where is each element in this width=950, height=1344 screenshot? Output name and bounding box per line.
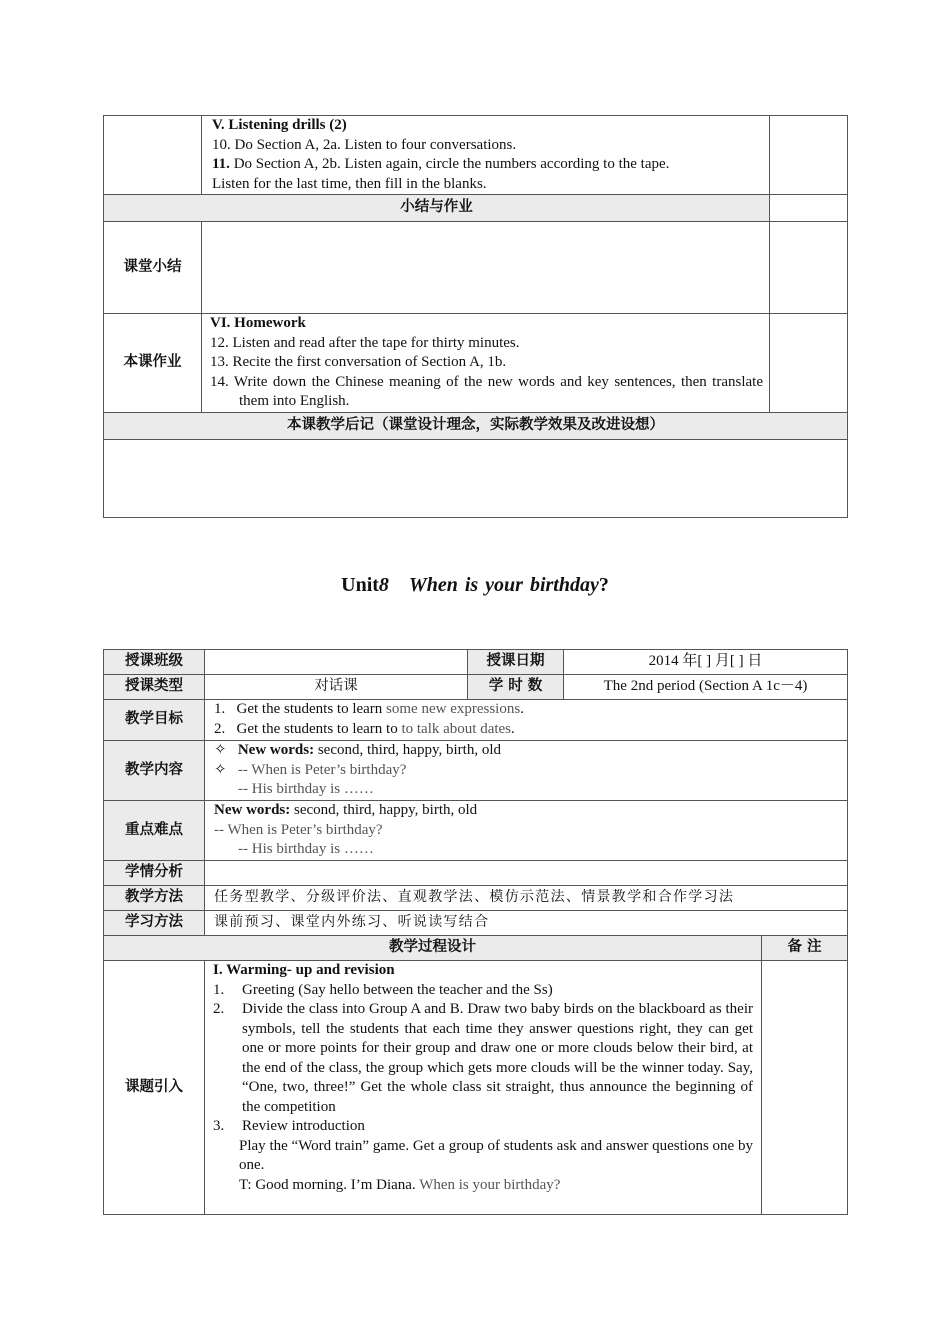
warmup-item-3 <box>213 1117 753 1137</box>
class-summary-label: 课堂小结 <box>104 222 202 314</box>
notes-cell <box>770 314 848 413</box>
warmup-dialog-main: T: Good morning. I’m Diana. <box>239 1176 420 1193</box>
goal-end: . <box>511 720 515 737</box>
goal-main: Get the students to learn to <box>236 720 402 737</box>
goal-item <box>214 700 841 720</box>
summary-homework-band: 小结与作业 <box>104 195 770 222</box>
homework-heading: VI. Homework <box>210 315 306 331</box>
homework-item-12: 12. Listen and read after the tape for thirty minutes. <box>210 334 520 351</box>
listening-heading: V. Listening drills (2) <box>212 117 347 133</box>
warmup-item-3-num: 3. <box>213 1118 225 1134</box>
diamond-bullet-icon: ✧ <box>214 742 227 758</box>
warmup-item-2-text: Divide the class into Group A and B. Draw two baby birds on the blackboard as their symbols, tell the students that each time they answer questions right, they can get one or more points for their group and draw one or more clouds below their bird, at the end of the class, the group which gets more clouds will be the winner today. Say, “One, two, three!” Get the whole class sit straight, thus announce the beginning of the competition <box>242 1001 753 1115</box>
key-question: -- When is Peter’s birthday? <box>214 821 383 838</box>
label-cell-empty <box>104 116 202 195</box>
goal-main: Get the students to learn <box>236 701 387 717</box>
study-method-label: 学习方法 <box>104 911 205 936</box>
date-value: 2014 年[ ] 月[ ] 日 <box>564 650 848 675</box>
notes-cell <box>770 222 848 314</box>
content-question-line <box>214 761 841 781</box>
goal-num: 2. <box>214 720 226 737</box>
lesson-plan-table <box>103 649 848 1215</box>
notes-cell <box>762 961 848 1215</box>
warmup-item-3-text: Review introduction <box>242 1118 365 1134</box>
diamond-bullet-icon: ✧ <box>214 761 227 778</box>
class-summary-cell <box>202 222 770 314</box>
class-hours-value: The 2nd period (Section A 1c－4) <box>564 675 848 700</box>
warmup-dialog <box>213 1176 753 1196</box>
unit-number: 8 <box>378 574 389 596</box>
key-words-line <box>214 801 841 821</box>
unit-question-mark: ? <box>598 574 609 596</box>
listening-item-10: 10. Do Section A, 2a. Listen to four conversations. <box>212 136 517 153</box>
notes-cell <box>770 116 848 195</box>
goal-highlight: to talk about dates <box>401 720 512 737</box>
learning-analysis-label: 学情分析 <box>104 861 205 886</box>
listening-item-11-text: Do Section A, 2b. Listen again, circle the numbers according to the tape. <box>229 156 670 172</box>
key-points-cell <box>205 801 848 861</box>
content-answer: -- His birthday is …… <box>238 781 374 797</box>
content-words-line <box>214 741 841 761</box>
key-words-label: New words: <box>214 802 291 818</box>
key-answer: -- His birthday is …… <box>238 841 374 857</box>
teaching-method-value: 任务型教学、分级评价法、直观教学法、模仿示范法、情景教学和合作学习法 <box>205 886 848 911</box>
teaching-reflection-band: 本课教学后记（课堂设计理念，实际教学效果及改进设想） <box>104 412 848 439</box>
content-words-label: New words: <box>237 742 315 758</box>
warmup-dialog-question: When is your birthday? <box>419 1176 561 1193</box>
warmup-heading: I. Warming- up and revision <box>213 962 395 978</box>
study-method-value: 课前预习、课堂内外练习、听说读写结合 <box>205 911 848 936</box>
warmup-item-1 <box>213 981 753 1001</box>
notes-cell <box>770 195 848 222</box>
homework-item-13: 13. Recite the first conversation of Section A, 1b. <box>210 354 507 370</box>
listening-item-11-num: 11. <box>212 156 230 172</box>
class-value <box>205 650 468 675</box>
lesson-type-label: 授课类型 <box>104 675 205 700</box>
unit-word: Unit <box>341 574 379 596</box>
warmup-item-2-num: 2. <box>213 1001 225 1017</box>
teaching-goal-cell <box>205 700 848 741</box>
homework-cell <box>202 314 770 413</box>
teaching-reflection-cell <box>104 439 848 517</box>
key-words: second, third, happy, birth, old <box>290 802 478 818</box>
goal-num: 1. <box>214 701 226 717</box>
listening-drills-cell <box>202 116 770 195</box>
goal-highlight: some new expressions <box>386 701 521 717</box>
notes-band: 备 注 <box>762 936 848 961</box>
goal-end: . <box>520 701 524 717</box>
key-points-label: 重点难点 <box>104 801 205 861</box>
teaching-goal-label: 教学目标 <box>104 700 205 741</box>
teaching-content-label: 教学内容 <box>104 741 205 801</box>
unit-title <box>0 574 950 597</box>
teaching-content-cell <box>205 741 848 801</box>
content-words: second, third, happy, birth, old <box>314 742 501 758</box>
warmup-item-3-body: Play the “Word train” game. Get a group of students ask and answer questions one by one. <box>239 1137 753 1173</box>
process-design-band: 教学过程设计 <box>104 936 762 961</box>
date-label: 授课日期 <box>468 650 564 675</box>
lesson-type-value: 对话课 <box>205 675 468 700</box>
warmup-cell <box>205 961 762 1215</box>
unit-question: When is your birthday <box>408 574 599 596</box>
topic-intro-label: 课题引入 <box>104 961 205 1215</box>
class-label: 授课班级 <box>104 650 205 675</box>
listening-item-11-cont: Listen for the last time, then fill in the blanks. <box>212 175 487 192</box>
warmup-item-1-text: Greeting (Say hello between the teacher and the Ss) <box>242 981 553 998</box>
warmup-item-1-num: 1. <box>213 981 225 998</box>
homework-label: 本课作业 <box>104 314 202 413</box>
homework-item-14: 14. Write down the Chinese meaning of the new words and key sentences, then translate them into English. <box>210 373 763 409</box>
content-question: -- When is Peter’s birthday? <box>237 761 407 778</box>
listening-item-11 <box>212 155 763 175</box>
teaching-method-label: 教学方法 <box>104 886 205 911</box>
goal-item <box>214 720 841 740</box>
learning-analysis-value <box>205 861 848 886</box>
class-hours-label: 学 时 数 <box>468 675 564 700</box>
warmup-item-2 <box>213 1000 753 1117</box>
top-lesson-table <box>103 115 848 518</box>
